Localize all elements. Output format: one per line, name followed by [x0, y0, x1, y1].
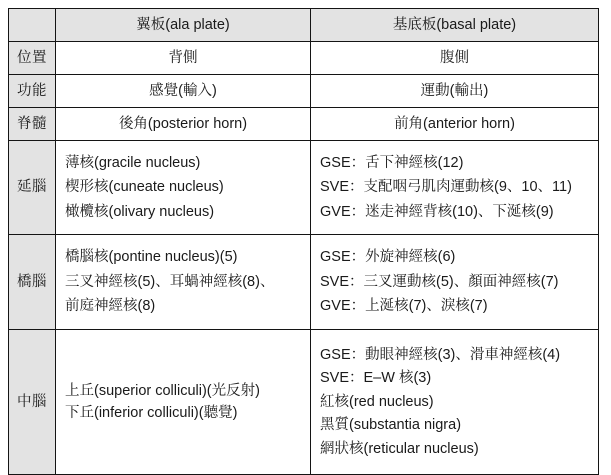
row-label-position: 位置: [9, 42, 56, 75]
list-item: 楔形核(cuneate nucleus): [65, 179, 224, 196]
list-item: 薄核(gracile nucleus): [65, 154, 201, 171]
list-item: GSE：舌下神經核(12): [320, 154, 464, 171]
list-item: 橋腦核(pontine nucleus)(5): [65, 249, 238, 266]
list-item: SVE：E–W 核(3): [320, 370, 432, 387]
list-item: 黑質(substantia nigra): [320, 417, 462, 434]
table-row-midbrain: [9, 330, 599, 475]
table-body: [9, 9, 599, 475]
header-cell-corner-empty: [9, 9, 56, 42]
list-item: GVE：迷走神經背核(10)、下涎核(9): [320, 203, 554, 220]
row-label-midbrain: 中腦: [9, 330, 56, 475]
cell-pons-ala: [56, 235, 311, 330]
brainstem-comparison-table-container: [8, 8, 598, 475]
list-item: 前庭神經核(8): [65, 298, 156, 315]
list-item: SVE：支配咽弓肌肉運動核(9、10、11): [320, 179, 572, 196]
cell-medulla-ala: [56, 141, 311, 235]
table-row-function: [9, 75, 599, 108]
row-label-spinal-cord: 脊髓: [9, 108, 56, 141]
list-item: 三叉神經核(5)、耳蝸神經核(8)、: [65, 273, 275, 290]
table-header-row: [9, 9, 599, 42]
cell-pons-basal: [311, 235, 599, 330]
cell-midbrain-basal: [311, 330, 599, 475]
list-item: GVE：上涎核(7)、淚核(7): [320, 298, 488, 315]
table-row-spinal-cord: [9, 108, 599, 141]
cell-midbrain-ala: [56, 330, 311, 475]
cell-position-basal: 腹側: [311, 42, 599, 75]
row-label-pons: 橋腦: [9, 235, 56, 330]
list-item: GSE：外旋神經核(6): [320, 249, 456, 266]
brainstem-comparison-table: [8, 8, 599, 475]
table-row-position: [9, 42, 599, 75]
header-cell-ala-plate: 翼板(ala plate): [56, 9, 311, 42]
list-item: GSE：動眼神經核(3)、滑車神經核(4): [320, 346, 561, 363]
table-row-pons: [9, 235, 599, 330]
list-item: 紅核(red nucleus): [320, 393, 434, 410]
cell-medulla-basal: [311, 141, 599, 235]
cell-function-ala: 感覺(輸入): [56, 75, 311, 108]
row-label-medulla: 延腦: [9, 141, 56, 235]
cell-function-basal: 運動(輸出): [311, 75, 599, 108]
cell-spinal-cord-ala: 後角(posterior horn): [56, 108, 311, 141]
cell-spinal-cord-basal: 前角(anterior horn): [311, 108, 599, 141]
list-item: 下丘(inferior colliculi)(聽覺): [65, 405, 238, 421]
header-cell-basal-plate: 基底板(basal plate): [311, 9, 599, 42]
list-item: SVE：三叉運動核(5)、顏面神經核(7): [320, 273, 559, 290]
cell-position-ala: 背側: [56, 42, 311, 75]
list-item: 橄欖核(olivary nucleus): [65, 203, 215, 220]
list-item: 網狀核(reticular nucleus): [320, 440, 479, 457]
list-item: 上丘(superior colliculi)(光反射): [65, 382, 260, 399]
row-label-function: 功能: [9, 75, 56, 108]
table-row-medulla: [9, 141, 599, 235]
